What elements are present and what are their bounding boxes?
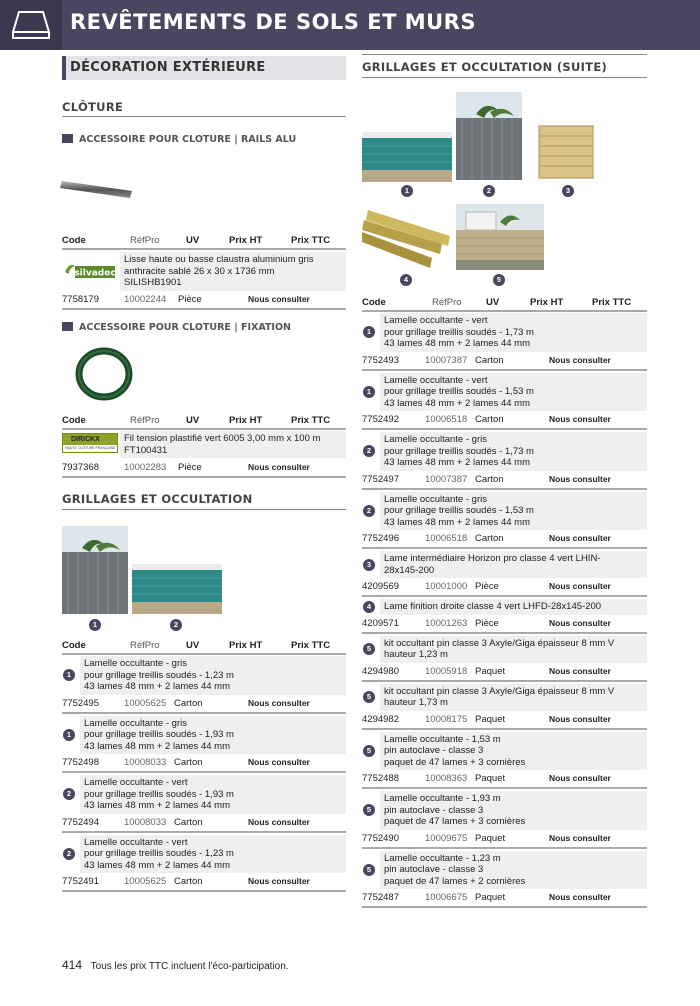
grillages-title: GRILLAGES ET OCCULTATION <box>62 492 253 506</box>
wood-panel-image <box>535 124 597 180</box>
dirickx-logo: DIRICKX HAUTE CLÔTURE FRANÇAISE <box>62 433 118 453</box>
fence-grey-image <box>62 526 128 614</box>
table-header-fixation: Code RéfPro UV Prix HT Prix TTC <box>62 415 331 426</box>
table-row: 7752491 10005625 Carton Nous consulter <box>62 876 310 887</box>
image-number-badge: 5 <box>493 274 505 286</box>
table-header-rails: Code RéfPro UV Prix HT Prix TTC <box>62 235 331 246</box>
product-description: Lamelle occultante - 1,53 m pin autoclave - classe 3 paquet de 47 lames + 3 cornières <box>380 732 647 771</box>
table-row: 4209571 10001263 Pièce Nous consulter <box>362 617 611 629</box>
item-number-badge: 3 <box>363 559 375 571</box>
product-description: Lamelle occultante - gris pour grillage treillis soudés - 1,73 m 43 lames 48 mm + 2 lames 44 mm <box>380 432 647 471</box>
page-footer <box>62 958 289 972</box>
image-number-badge: 3 <box>562 185 574 197</box>
table-row: 4294980 10005918 Paquet Nous consulter <box>362 665 611 677</box>
product-description: Lame intermédiaire Horizon pro classe 4 vert LHIN- 28x145-200 <box>380 551 647 578</box>
table-header-grillages: Code RéfPro UV Prix HT Prix TTC <box>62 640 331 651</box>
divider <box>62 116 346 117</box>
table-row: 7752488 10008363 Paquet Nous consulter <box>362 773 611 784</box>
table-row: 7752492 10006518 Carton Nous consulter <box>362 414 611 425</box>
page-title: REVÊTEMENTS DE SOLS ET MURS <box>70 10 476 34</box>
item-number-badge: 2 <box>63 788 75 800</box>
table-row: 7752490 10009675 Paquet Nous consulter <box>362 832 611 844</box>
item-number-badge: 2 <box>363 505 375 517</box>
cloture-title: CLÔTURE <box>62 100 124 114</box>
page-header <box>0 0 700 50</box>
product-description: Lamelle occultante - 1,23 m pin autoclave - classe 3 paquet de 47 lames + 2 cornières <box>380 851 647 890</box>
rail-image <box>60 175 135 199</box>
product-description: Lamelle occultante - vert pour grillage treillis soudés - 1,73 m 43 lames 48 mm + 2 lames 44 mm <box>380 313 647 352</box>
item-number-badge: 1 <box>63 729 75 741</box>
table-row: 7758179 10002244 Pièce Nous consulter <box>62 294 310 305</box>
table-row: 7752487 10006675 Paquet Nous consulter <box>362 892 611 903</box>
image-number-badge: 1 <box>401 185 413 197</box>
product-desc-rail: Lisse haute ou basse claustra aluminium gris anthracite sablé 26 x 30 x 1736 mm SILISHB1901 <box>120 252 346 291</box>
product-description: kit occultant pin classe 3 Axyle/Giga épaisseur 8 mm V hauteur 1,73 m <box>380 684 647 711</box>
table-row: 4294982 10008175 Paquet Nous consulter <box>362 713 611 725</box>
item-number-badge: 1 <box>363 326 375 338</box>
silvadec-logo <box>62 251 118 291</box>
item-number-badge: 1 <box>63 669 75 681</box>
item-number-badge: 5 <box>363 643 375 655</box>
item-number-badge: 2 <box>363 445 375 457</box>
image-number-badge: 2 <box>170 619 182 631</box>
product-description: Lamelle occultante - vert pour grillage treillis soudés - 1,53 m 43 lames 48 mm + 2 lames 44 mm <box>380 373 647 412</box>
product-description: Lamelle occultante - vert pour grillage treillis soudés - 1,23 m 43 lames 48 mm + 2 lames 44 mm <box>80 835 346 874</box>
wood-boards-image <box>362 206 452 270</box>
item-number-badge: 4 <box>363 601 375 613</box>
product-description: Lamelle occultante - vert pour grillage treillis soudés - 1,93 m 43 lames 48 mm + 2 lames 44 mm <box>80 775 346 814</box>
page-number: 414 <box>62 958 83 972</box>
product-description: kit occultant pin classe 3 Axyle/Giga épaisseur 8 mm V hauteur 1,23 m <box>380 636 647 663</box>
table-row: 7752494 10008033 Carton Nous consulter <box>62 816 310 828</box>
fence-wood-image <box>456 204 544 270</box>
table-row: 4209569 10001000 Pièce Nous consulter <box>362 581 611 592</box>
item-number-badge: 5 <box>363 745 375 757</box>
table-row: 7937368 10002283 Pièce Nous consulter <box>62 462 310 473</box>
item-number-badge: 1 <box>363 386 375 398</box>
section-title-box <box>62 56 346 80</box>
product-description: Lame finition droite classe 4 vert LHFD-28x145-200 <box>380 599 647 615</box>
table-row: 7752497 10007387 Carton Nous consulter <box>362 473 611 485</box>
wire-roll-image <box>74 347 134 401</box>
image-number-badge: 1 <box>89 619 101 631</box>
item-number-badge: 5 <box>363 804 375 816</box>
item-number-badge: 2 <box>63 848 75 860</box>
right-title: GRILLAGES ET OCCULTATION (SUITE) <box>362 60 608 74</box>
product-description: Lamelle occultante - gris pour grillage treillis soudés - 1,93 m 43 lames 48 mm + 2 lames 44 mm <box>80 716 346 755</box>
product-description: Lamelle occultante - 1,93 m pin autoclave - classe 3 paquet de 47 lames + 3 cornières <box>380 791 647 830</box>
table-row: 7752496 10006518 Carton Nous consulter <box>362 533 611 544</box>
item-number-badge: 5 <box>363 864 375 876</box>
footer-note: Tous les prix TTC incluent l'éco-participation. <box>90 961 289 972</box>
item-number-badge: 5 <box>363 691 375 703</box>
table-header-right: Code RéfPro UV Prix HT Prix TTC <box>362 297 632 308</box>
product-description: Lamelle occultante - gris pour grillage treillis soudés - 1,23 m 43 lames 48 mm + 2 lames 44 mm <box>80 656 346 695</box>
table-row: 7752498 10008033 Carton Nous consulter <box>62 757 310 768</box>
image-number-badge: 4 <box>400 274 412 286</box>
image-number-badge: 2 <box>483 185 495 197</box>
floor-icon <box>0 0 62 50</box>
section-title: DÉCORATION EXTÉRIEURE <box>70 60 266 75</box>
accessory-fixation-heading: ACCESSOIRE POUR CLOTURE | FIXATION <box>62 322 291 333</box>
fence-green-image <box>132 564 222 614</box>
svg-text:silvadec: silvadec <box>74 268 116 279</box>
product-desc-wire: Fil tension plastifié vert 6005 3,00 mm x 100 m FT100431 <box>120 431 346 458</box>
fence-green-image <box>362 132 452 182</box>
accessory-rails-heading: ACCESSOIRE POUR CLOTURE | RAILS ALU <box>62 134 296 145</box>
table-row: 7752495 10005625 Carton Nous consulter <box>62 697 310 709</box>
fence-grey-image <box>456 92 522 180</box>
table-row: 7752493 10007387 Carton Nous consulter <box>362 354 611 366</box>
product-description: Lamelle occultante - gris pour grillage treillis soudés - 1,53 m 43 lames 48 mm + 2 lames 44 mm <box>380 492 647 531</box>
